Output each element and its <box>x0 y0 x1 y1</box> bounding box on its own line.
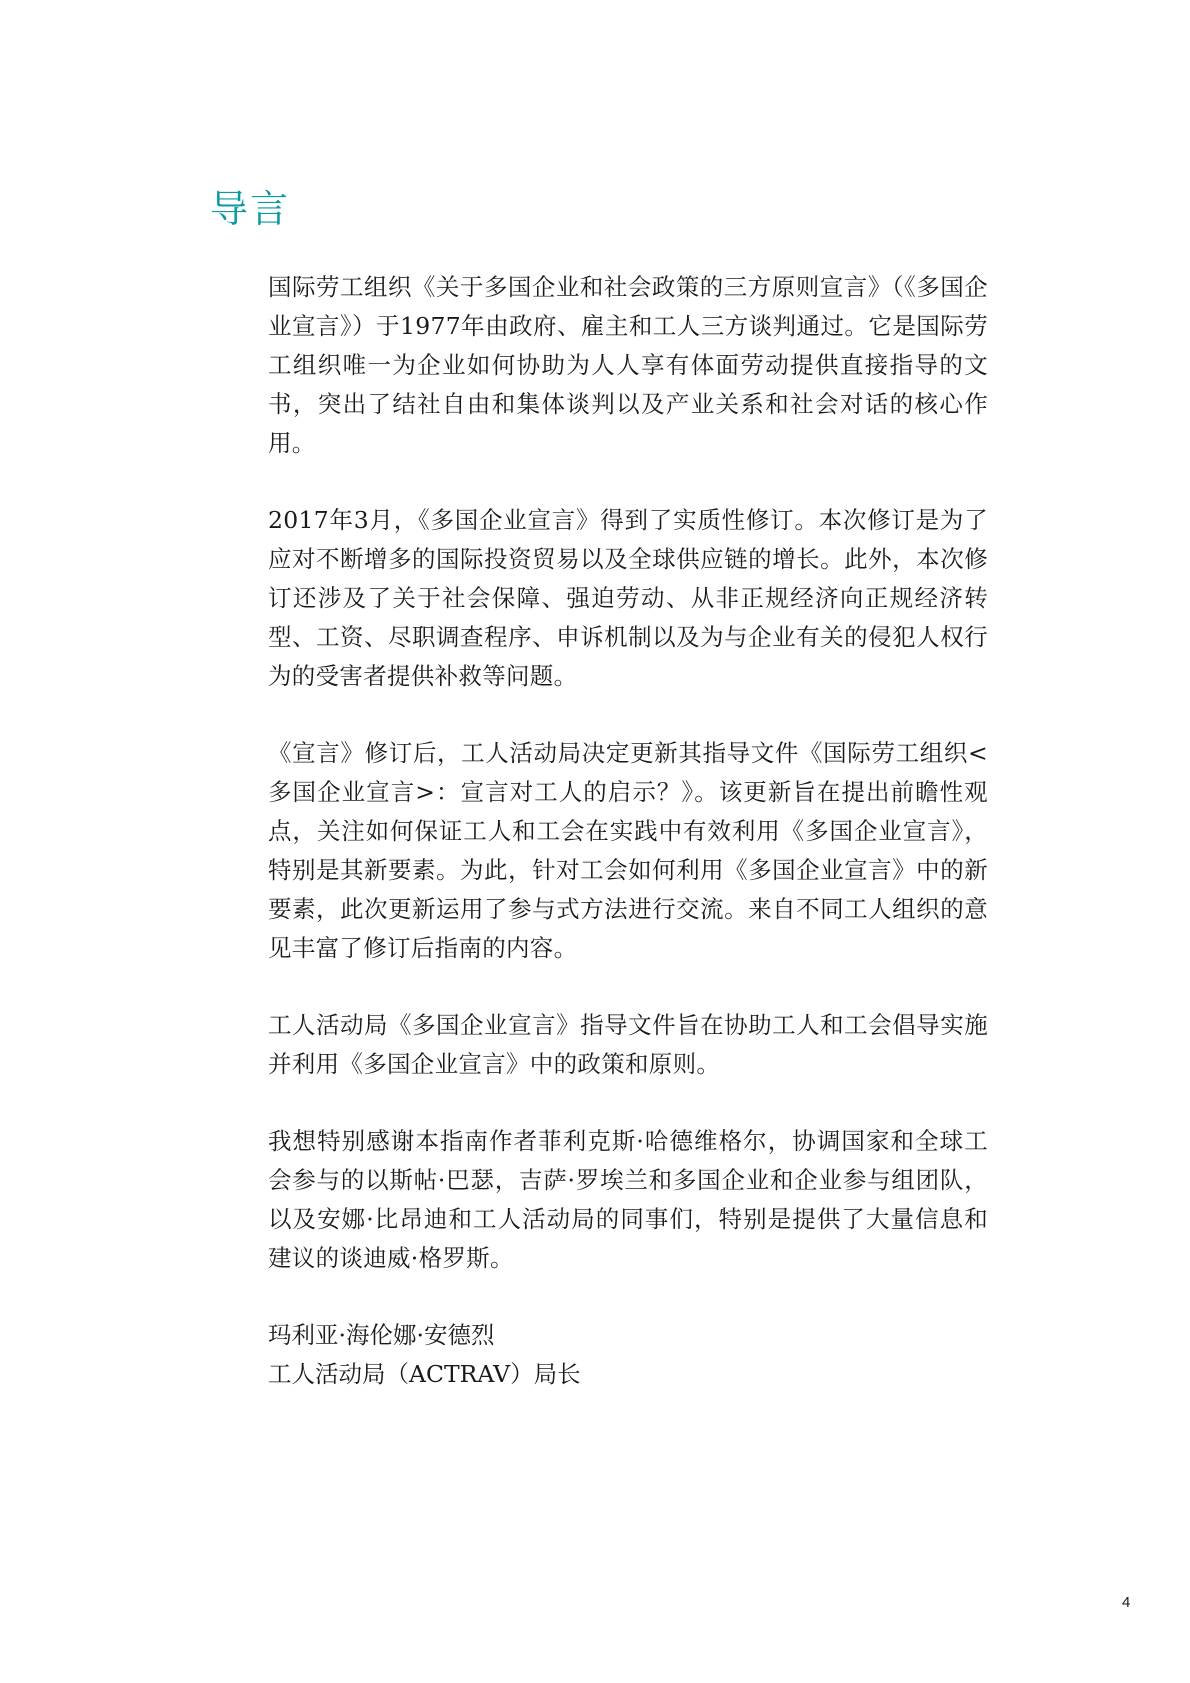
page-title: 导言 <box>210 187 291 231</box>
signature-name: 玛利亚·海伦娜·安德烈 <box>268 1321 495 1349</box>
signature-role: 工人活动局（ACTRAV）局长 <box>268 1360 581 1388</box>
page-number: 4 <box>1122 1594 1131 1611</box>
paragraph-1: 国际劳工组织《关于多国企业和社会政策的三方原则宣言》（《多国企业宣言》）于1977年由政府、雇主和工人三方谈判通过。它是国际劳工组织唯一为企业如何协助为人人享有体面劳动提供直接指导的文书，突出了结社自由和集体谈判以及产业关系和社会对话的核心作用。 <box>268 273 988 457</box>
paragraph-3: 《宣言》修订后，工人活动局决定更新其指导文件《国际劳工组织<多国企业宣言>：宣言对工人的启示？》。该更新旨在提出前瞻性观点，关注如何保证工人和工会在实践中有效利用《多国企业宣言》，特别是其新要素。为此，针对工会如何利用《多国企业宣言》中的新要素，此次更新运用了参与式方法进行交流。来自不同工人组织的意见丰富了修订后指南的内容。 <box>268 739 988 962</box>
signature-block <box>268 1316 988 1394</box>
paragraph-4: 工人活动局《多国企业宣言》指导文件旨在协助工人和工会倡导实施并利用《多国企业宣言》中的政策和原则。 <box>268 1011 988 1078</box>
introduction-body <box>268 268 988 1394</box>
paragraph-2: 2017年3月，《多国企业宣言》得到了实质性修订。本次修订是为了应对不断增多的国际投资贸易以及全球供应链的增长。此外，本次修订还涉及了关于社会保障、强迫劳动、从非正规经济向正规经济转型、工资、尽职调查程序、申诉机制以及为与企业有关的侵犯人权行为的受害者提供补救等问题。 <box>268 506 988 690</box>
paragraph-5: 我想特别感谢本指南作者菲利克斯·哈德维格尔，协调国家和全球工会参与的以斯帖·巴瑟，吉萨·罗埃兰和多国企业和企业参与组团队，以及安娜·比昂迪和工人活动局的同事们，特别是提供了大量信息和建议的谈迪威·格罗斯。 <box>268 1127 988 1272</box>
